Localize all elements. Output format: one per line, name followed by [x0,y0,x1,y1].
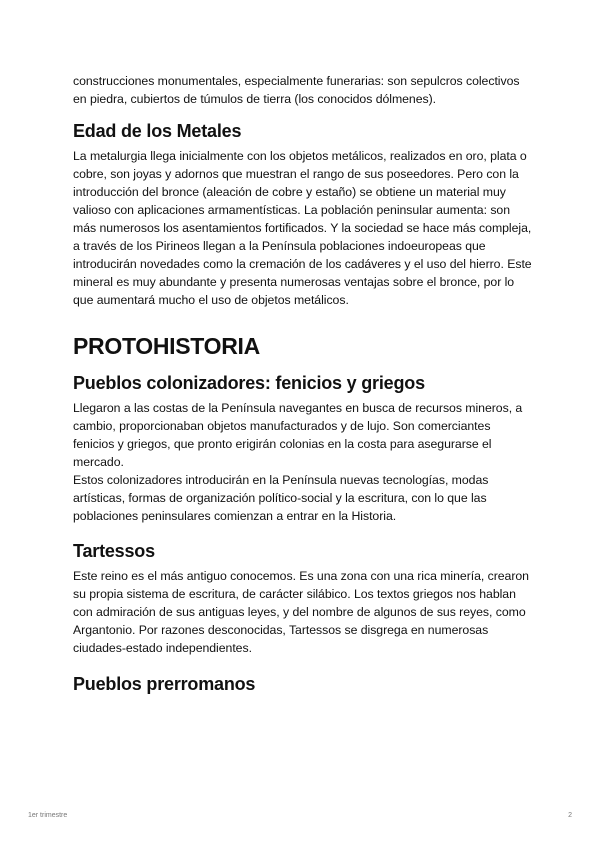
tartessos-paragraph: Este reino es el más antiguo conocemos. Es una zona con una rica minería, crearon su propia sistema de escritura, de carácter silábico. Los textos griegos nos hablan con admiración de sus antiguas leyes, y del nombre de algunos de sus reyes, como Argantonio. Por razones desconocidas, Tartessos se disgrega en numerosas ciudades-estado independientes. [73,569,529,655]
section-heading-tartessos: Tartessos [73,541,155,561]
section-heading-edad-metales: Edad de los Metales [73,121,242,141]
footer-label: 1er trimestre [28,812,68,819]
intro-paragraph: construcciones monumentales, especialmente funerarias: son sepulcros colectivos en piedra, cubiertos de túmulos de tierra (los conocidos dólmenes). [73,74,520,106]
section-heading-pueblos-prerromanos: Pueblos prerromanos [73,674,256,694]
chapter-heading-protohistoria: PROTOHISTORIA [73,333,260,359]
page-number: 2 [568,812,572,819]
colonizadores-paragraph-1: Llegaron a las costas de la Península navegantes en busca de recursos mineros, a cambio, proporcionaban objetos manufacturados y de lujo. Son comerciantes fenicios y griegos, que pronto erigirán colonias en la costa para asegurarse el mercado. [73,401,523,469]
edad-metales-paragraph: La metalurgia llega inicialmente con los objetos metálicos, realizados en oro, plata o cobre, son joyas y adornos que muestran el rango de sus poseedores. Pero con la introducción del bronce (aleación de cobre y estaño) se obtiene un material muy valioso con aplicaciones armamentísticas. La población peninsular aumenta: son más numerosos los asentamientos fortificados. Y la sociedad se hace más compleja, a través de los Pirineos llegan a la Península poblaciones indoeuropeas que introducirán novedades como la cremación de los cadáveres y el uso del hierro. Este mineral es muy abundante y presenta numerosas ventajas sobre el bronce, por lo que aumentará mucho el uso de objetos metálicos. [73,149,532,307]
document-page [73,72,533,696]
colonizadores-paragraph-2: Estos colonizadores introducirán en la Península nuevas tecnologías, modas artísticas, formas de organización político-social y la escritura, con lo que las poblaciones peninsulares comienzan a entrar en la Historia. [73,473,489,523]
section-heading-pueblos-colonizadores: Pueblos colonizadores: fenicios y griegos [73,373,425,393]
